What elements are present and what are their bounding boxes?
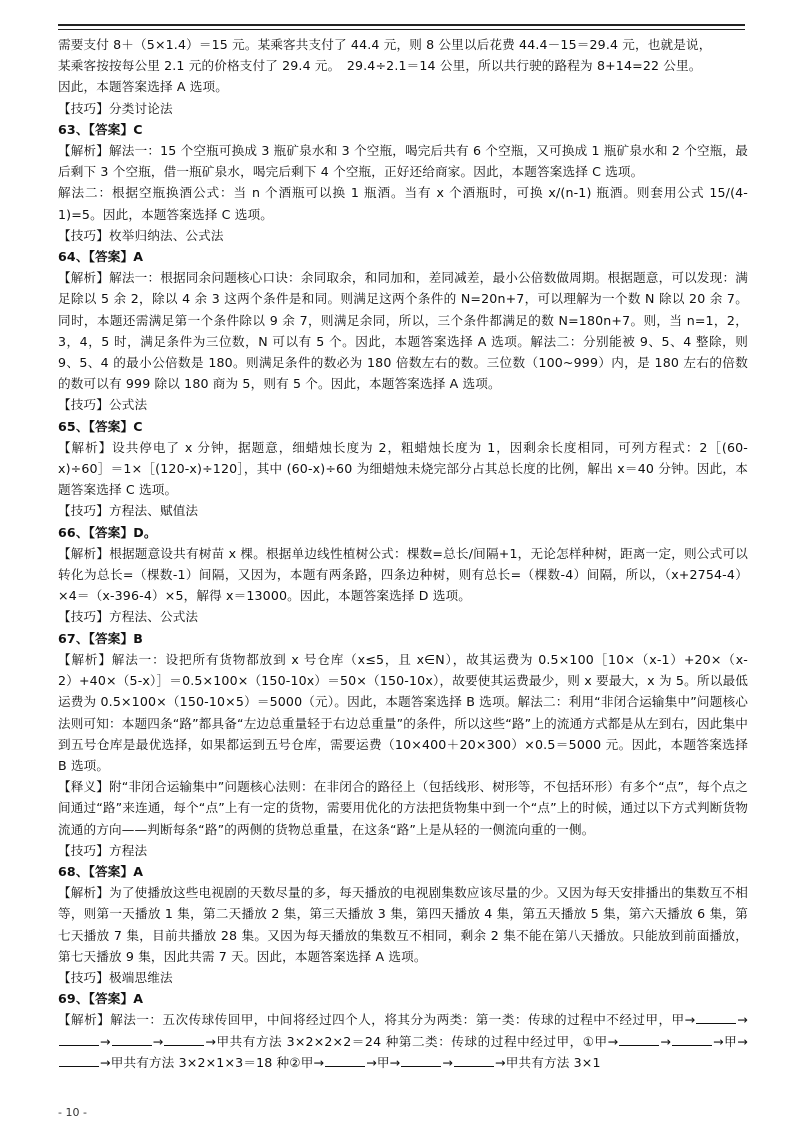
- intro-line-3: 因此，本题答案选择 A 选项。: [58, 79, 228, 95]
- answer-blank: [164, 1033, 204, 1046]
- arrow-glyph: →: [152, 1033, 164, 1049]
- q69-text-c: →甲→: [713, 1033, 748, 1049]
- q67-tip: 【技巧】方程法: [58, 842, 148, 858]
- arrow-glyph: →: [737, 1012, 748, 1028]
- answer-blank: [59, 1033, 99, 1046]
- q63-header: 63、【答案】C: [58, 121, 143, 137]
- q67-explanation: 【释义】附“非闭合运输集中”问题核心法则：在非闭合的路径上（包括线形、树形等，不包括环形）有多个“点”，每个点之间通过“路”来连通，每个“点”上有一定的货物，需要用优化的方法把货物集中到一个“点”上的时候，通过以下方式判断货物流通的方向——判断每条“路”的两侧的货物总重量，在这条“路”上是从轻的一侧流向重的一侧。: [58, 779, 748, 837]
- q68-analysis: 【解析】为了使播放这些电视剧的天数尽量的多，每天播放的电视剧集数应该尽量的少。又因为每天安排播出的集数互不相等，则第一天播放 1 集，第二天播放 2 集，第三天播放 3 集，第四天播放 4 集，第五天播放 5 集，第六天播放 6 集，第七天播放 7 集，目前共播放 28 集。又因为每天播放的集数互不相同，剩余 2 集不能在第八天播放。只能放到前面播放，第七天播放 9 集，因此共需 7 天。因此，本题答案选择 A 选项。: [58, 885, 748, 964]
- q67-analysis: 【解析】解法一：设把所有货物都放到 x 号仓库（x≤5，且 x∈N），故其运费为 0.5×100［10×（x-1）+20×（x-2）+40×（5-x）］＝0.5×100×（150-10x）＝50×（150-10x），故要使其运费最少，则 x 要最大，x 为 5。所以最低运费为 0.5×100×（150-10×5）＝5000（元）。因此，本题答案选择 B 选项。解法二：利用“非闭合运输集中”问题核心法则可知：本题四条“路”都具备“左边总重量轻于右边总重量”的条件，所以这些“路”上的流通方式都是从左到右，因此集中到五号仓库是最优选择，如果都运到五号仓库，需要运费（10×400＋20×300）×0.5＝5000 元。因此，本题答案选择 B 选项。: [58, 651, 748, 773]
- q63-analysis-2: 解法二：根据空瓶换酒公式：当 n 个酒瓶可以换 1 瓶酒。当有 x 个酒瓶时，可换 x/(n-1) 瓶酒。则套用公式 15/(4-1)=5。因此，本题答案选择 C 选项。: [58, 185, 748, 222]
- q66-tip: 【技巧】方程法、公式法: [58, 609, 199, 625]
- answer-blank: [325, 1054, 365, 1067]
- q69-text-b: →甲共有方法 3×2×2×2＝24 种第二类：传球的过程中经过甲，①甲→: [205, 1033, 619, 1049]
- arrow-glyph: →: [442, 1054, 454, 1070]
- answer-blank: [59, 1054, 99, 1067]
- q69-text-a: 【解析】解法一：五次传球传回甲，中间将经过四个人，将其分为两类：第一类：传球的过程中不经过甲，甲→: [58, 1012, 696, 1028]
- q68-tip: 【技巧】极端思维法: [58, 969, 173, 985]
- q65-tip: 【技巧】方程法、赋值法: [58, 503, 199, 519]
- q64-header: 64、【答案】A: [58, 249, 144, 265]
- arrow-glyph: →: [100, 1033, 111, 1049]
- q69-header: 69、【答案】A: [58, 991, 144, 1007]
- q63-analysis-1: 【解析】解法一：15 个空瓶可换成 3 瓶矿泉水和 3 个空瓶，喝完后共有 6 个空瓶，又可换成 1 瓶矿泉水和 2 个空瓶，最后剩下 3 个空瓶，借一瓶矿泉水，喝完后剩下 4 个空瓶，正好还给商家。因此，本题答案选择 C 选项。: [58, 143, 748, 180]
- q64-tip: 【技巧】公式法: [58, 397, 148, 413]
- q69-text-e: →甲→: [366, 1054, 401, 1070]
- answer-blank: [401, 1054, 441, 1067]
- q63-tip: 【技巧】枚举归纳法、公式法: [58, 227, 224, 243]
- intro-line-2: 某乘客按按每公里 2.1 元的价格支付了 29.4 元。 29.4÷2.1＝14 公里，所以共行驶的路程为 8+14=22 公里。: [58, 58, 702, 74]
- answer-blank: [696, 1011, 736, 1024]
- q64-analysis: 【解析】解法一：根据同余问题核心口诀：余同取余，和同加和，差同减差，最小公倍数做周期。根据题意，可以发现：满足除以 5 余 2，除以 4 余 3 这两个条件是和同。则满足这两个条件的 N=20n+7，可以理解为一个数 N 除以 20 余 7。同时，本题还需满足第一个条件除以 9 余 7，则满足余同，所以，三个条件都满足的数 N=180n+7。则，当 n=1，2，3，4，5 时，满足条件为三位数，N 可以有 5 个。因此，本题答案选择 A 选项。解法二：分别能被 9、5、4 整除，则 9、5、4 的最小公倍数是 180。则满足条件的数必为 180 倍数左右的数。三位数（100~999）内，是 180 左右的倍数的数可以有 999 除以 180 商为 5，则有 5 个。因此，本题答案选择 A 选项。: [58, 270, 748, 392]
- q65-header: 65、【答案】C: [58, 418, 143, 434]
- answer-blank: [672, 1033, 712, 1046]
- header-rule: [58, 24, 745, 26]
- q65-analysis: 【解析】设共停电了 x 分钟，据题意，细蜡烛长度为 2，粗蜡烛长度为 1，因剩余长度相同，可列方程式：2［(60-x)÷60］＝1×［(120-x)÷120］，其中 (60-x)÷60 为细蜡烛未烧完部分占其总长度的比例，解出 x＝40 分钟。因此，本题答案选择 C 选项。: [58, 439, 748, 498]
- q69-text-d: →甲共有方法 3×2×1×3＝18 种②甲→: [100, 1054, 325, 1070]
- q66-analysis: 【解析】根据题意设共有树苗 x 棵。根据单边线性植树公式：棵数=总长/间隔+1，无论怎样种树，距离一定，则公式可以转化为总长=（棵数-1）间隔，又因为，本题有两条路，四条边种树，则有总长=（棵数-4）间隔，所以，（x+2754-4）×4＝（x-396-4）×5，解得 x＝13000。因此，本题答案选择 D 选项。: [58, 545, 748, 604]
- document-body: [58, 34, 748, 1073]
- intro-tip: 【技巧】分类讨论法: [58, 100, 173, 116]
- answer-blank: [112, 1033, 152, 1046]
- answer-blank: [454, 1054, 494, 1067]
- intro-line-1: 需要支付 8＋（5×1.4）＝15 元。某乘客共支付了 44.4 元，则 8 公里以后花费 44.4－15＝29.4 元，也就是说，: [58, 37, 712, 52]
- q68-header: 68、【答案】A: [58, 863, 144, 879]
- q69-text-f: →甲共有方法 3×1: [495, 1054, 601, 1070]
- answer-blank: [619, 1033, 659, 1046]
- q67-header: 67、【答案】B: [58, 630, 143, 646]
- page-number: - 10 -: [58, 1106, 87, 1119]
- q66-header: 66、【答案】D。: [58, 524, 157, 540]
- q69-analysis: [58, 1009, 748, 1073]
- arrow-glyph: →: [660, 1033, 672, 1049]
